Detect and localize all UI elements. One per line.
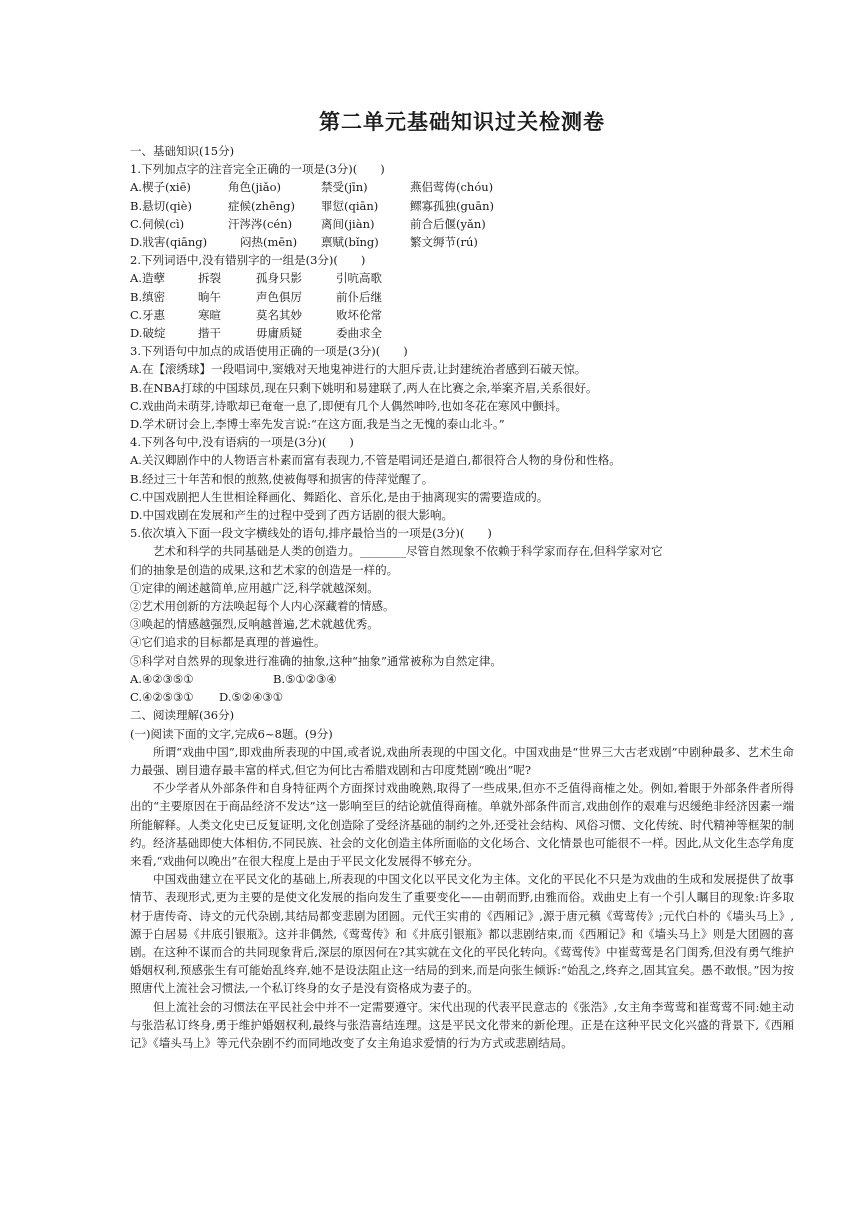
question-1-option-c [130,215,794,233]
question-5-passage: 艺术和科学的共同基础是人类的创造力。________尽管自然现象不依赖于科学家而存在,但科学家对它 [153,544,663,559]
option-term: 罪愆(qiān) [321,198,379,213]
question-5-passage-cont: 们的抽象是创造的成果,这和艺术家的创造是一样的。 [130,562,399,577]
option-term: A.造孽 [130,271,165,286]
option-term: 闷热(mēn) [240,235,298,250]
question-5-item-2: ②艺术用创新的方法唤起每个人内心深藏着的情感。 [130,599,395,614]
choice-d: D.⑤②④③① [219,690,284,705]
option-term: 禀赋(bǐng) [321,235,379,250]
question-4-option-d: D.中国戏剧在发展和产生的过程中受到了西方话剧的很大影响。 [130,508,453,523]
option-term: 前合后偃(yǎn) [410,216,486,231]
reading-paragraph-2: 不少学者从外部条件和自身特征两个方面探讨戏曲晚熟,取得了一些成果,但亦不乏值得商榷之处。例如,着眼于外部条件者所得出的“主要原因在于商品经济不发达”这一影响至巨的结论就值得商榷。单就外部条件而言,戏曲创作的艰难与迟缓绝非经济因素一端所能解释。人类文化史已反复证明,文化创造除了受经济基础的制约之外,还受社会结构、风俗习惯、文化传统、时代精神等框架的制约。经济基础即使大体相仿,不同民族、社会的文化创造主体所面临的文化场合、文化情景也可能很不一样。因此,从文化生态学角度来看,“戏曲何以晚出”在很大程度上是由于平民文化发展得不够充分。 [130,781,794,868]
option-term: 晌午 [198,289,221,304]
option-term: B.缜密 [130,289,166,304]
question-3-option-b: B.在NBA打球的中国球员,现在只剩下姚明和易建联了,两人在比赛之余,举案齐眉,关系很好。 [130,380,598,395]
reading-paragraph-1: 所谓“戏曲中国”,即戏曲所表现的中国,或者说,戏曲所表现的中国文化。中国戏曲是“世界三大古老戏剧”中剧种最多、艺术生命力最强、剧目遗存最丰富的样式,但它为何比古希腊戏剧和古印度梵剧“晚出”呢? [130,744,794,777]
option-term: C.牙惠 [130,307,166,322]
question-4-option-c: C.中国戏剧把人生世相诠释画化、舞蹈化、音乐化,是由于抽离现实的需要造成的。 [130,489,549,504]
question-2-option-d [130,324,794,342]
option-term: 委曲求全 [336,326,382,341]
question-1-option-b [130,197,794,215]
question-2-option-a [130,269,794,287]
option-term: 前仆后继 [336,289,382,304]
question-2-option-c [130,306,794,324]
question-4-option-a: A.关汉卿剧作中的人物语言朴素而富有表现力,不管是唱词还是道白,都很符合人物的身份和性格。 [130,453,621,468]
question-3-option-c: C.戏曲尚未萌芽,诗歌却已奄奄一息了,即便有几个人偶然呻吟,也如冬花在寒风中颤抖。 [130,398,568,413]
option-term: 症候(zhēng) [228,198,296,213]
question-3-option-d: D.学术研讨会上,李博士率先发言说:“在这方面,我是当之无愧的泰山北斗。” [130,417,505,432]
section-heading-reading: 二、阅读理解(36分) [130,708,235,723]
option-term: 声色俱厉 [256,289,302,304]
option-term: D.戕害(qiāng) [130,235,208,250]
page-title: 第二单元基础知识过关检测卷 [319,110,605,134]
option-term: A.楔子(xiē) [130,180,191,195]
question-5-item-5: ⑤科学对自然界的现象进行准确的抽象,这种“抽象”通常被称为自然定律。 [130,653,502,668]
option-term: 莫名其妙 [256,307,302,322]
option-term: 汗涔涔(cén) [228,216,293,231]
exam-page [130,100,794,1052]
question-3-stem: 3.下列语句中加点的成语使用正确的一项是(3分)( ) [130,344,408,359]
question-3-option-a: A.在【滚绣球】一段唱词中,窦娥对天地鬼神进行的大胆斥责,让封建统治者感到石破天惊。 [130,362,587,377]
option-term: 鳏寡孤独(guān) [410,198,495,213]
choice-b: B.⑤①②③④ [273,671,337,686]
option-term: 败坏伦常 [336,307,382,322]
question-1-stem: 1.下列加点字的注音完全正确的一项是(3分)( ) [130,162,385,177]
option-term: 离间(jiàn) [321,216,375,231]
reading-subsection-1: (一)阅读下面的文字,完成6~8题。(9分) [130,726,333,741]
question-1-option-d [130,233,794,251]
question-1-option-a [130,178,794,196]
question-5-item-4: ④它们追求的目标都是真理的普遍性。 [130,635,326,650]
option-term: 燕侣莺俦(chóu) [410,180,494,195]
reading-paragraph-4: 但上流社会的习惯法在平民社会中并不一定需要遵守。宋代出现的代表平民意志的《张浩》,女主角李莺莺和崔莺莺不同:她主动与张浩私订终身,勇于维护婚姻权利,最终与张浩喜结连理。这是平民文化带来的新伦理。正是在这种平民文化兴盛的背景下,《西厢记》《墙头马上》等元代杂剧不约而同地改变了女主角追求爱情的行为方式或悲剧结局。 [130,999,794,1050]
question-5-item-1: ①定律的阐述越简单,应用越广泛,科学就越深刻。 [130,580,379,595]
question-5-stem: 5.依次填入下面一段文字横线处的语句,排序最恰当的一项是(3分)( ) [130,526,492,541]
question-2-stem: 2.下列词语中,没有错别字的一组是(3分)( ) [130,253,366,268]
section-heading-basics: 一、基础知识(15分) [130,144,235,158]
question-4-stem: 4.下列各句中,没有语病的一项是(3分)( ) [130,435,354,450]
option-term: C.伺候(cì) [130,216,185,231]
option-term: 孤身只影 [256,271,302,286]
question-4-option-b: B.经过三十年苦和恨的煎熬,使被侮辱和损害的侍萍觉醒了。 [130,471,434,486]
question-5-item-3: ③唤起的情感越强烈,反响越普遍,艺术就越优秀。 [130,617,379,632]
choice-a: A.④②③⑤① [130,671,194,686]
option-term: B.悬切(qiè) [130,198,192,213]
choice-c: C.④②⑤③① [130,690,194,705]
option-term: 繁文缛节(rú) [410,235,478,250]
option-term: 寒暄 [198,307,221,322]
option-term: 揩干 [198,326,221,341]
question-5-choices-ab [130,670,794,688]
question-2-option-b [130,288,794,306]
option-term: 引吭高歌 [336,271,382,286]
option-term: 禁受(jīn) [321,180,368,195]
option-term: 毋庸质疑 [256,326,302,341]
option-term: D.破绽 [130,326,166,341]
option-term: 拆裂 [198,271,221,286]
question-5-choices-cd [130,688,794,706]
option-term: 角色(jiǎo) [228,180,281,195]
reading-paragraph-3: 中国戏曲建立在平民文化的基础上,所表现的中国文化以平民文化为主体。文化的平民化不只是为戏曲的生成和发展提供了故事情节、表现形式,更为主要的是使文化发展的指向发生了重要变化——由朝而野,由雅而俗。戏曲史上有一个引人瞩目的现象:许多取材于唐传奇、诗文的元代杂剧,其结局都变悲剧为团圆。元代王实甫的《西厢记》,源于唐元稹《莺莺传》;元代白朴的《墙头马上》,源于白居易《井底引银瓶》。这并非偶然,《莺莺传》和《井底引银瓶》都以悲剧结束,而《西厢记》和《墙头马上》则是大团圆的喜剧。在这种不谋而合的共同现象背后,深层的原因何在?其实就在文化的平民化转向。《莺莺传》中崔莺莺是名门闺秀,但没有勇气维护婚姻权利,预感张生有可能始乱终弃,她不是设法阻止这一结局的到来,而是向张生倾诉:“始乱之,终弃之,固其宜矣。愚不敢恨。”因为按照唐代上流社会习惯法,一个私订终身的女子是没有资格成为妻子的。 [130,872,794,996]
